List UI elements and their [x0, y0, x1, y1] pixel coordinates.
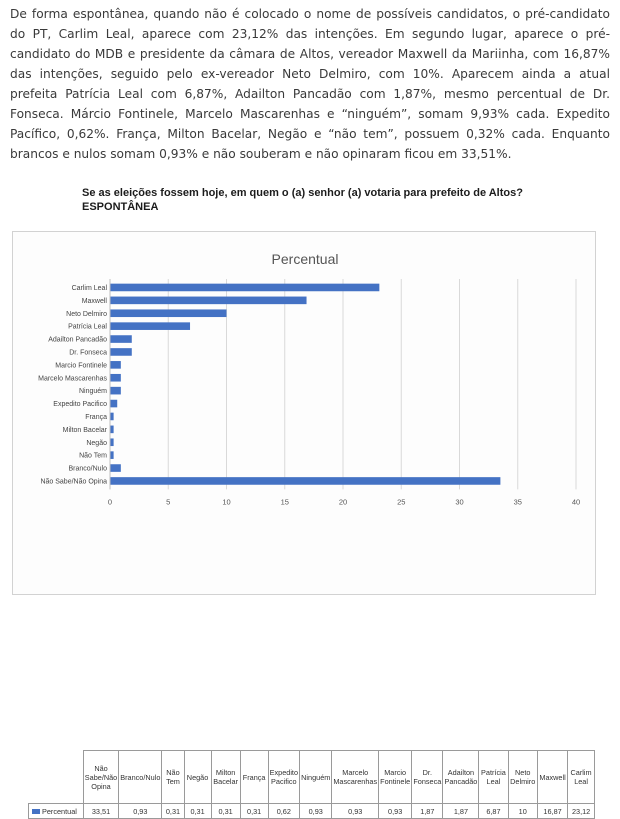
- chart-data-table: [28, 750, 595, 819]
- table-header-cell: Branco/Nulo: [119, 751, 162, 804]
- category-label: Neto Delmiro: [66, 310, 107, 318]
- table-header-cell: Milton Bacelar: [211, 751, 240, 804]
- table-header-cell: Marcelo Mascarenhas: [332, 751, 379, 804]
- article-paragraph: De forma espontânea, quando não é colocado o nome de possíveis candidatos, o pré-candidato do PT, Carlim Leal, aparece com 23,12% das intenções. Em segundo lugar, aparece o pré-candidato do MDB e presidente da câmara de Altos, vereador Maxwell da Mariinha, com 16,87% das intenções, seguido pelo ex-vereador Neto Delmiro, com 10%. Aparecem ainda a atual prefeita Patrícia Leal com 6,87%, Adailton Pancadão com 1,87%, mesmo percentual de Dr. Fonseca. Márcio Fontinele, Marcelo Mascarenhas e “ninguém”, somam 9,93% cada. Expedito Pacífico, 0,62%. França, Milton Bacelar, Negão e “não tem”, possuem 0,32% cada. Enquanto brancos e nulos somam 0,93% e não souberam e não opinaram ficou em 33,51%.: [10, 7, 610, 161]
- category-label: Negão: [86, 439, 107, 447]
- table-value-cell: 0,93: [119, 804, 162, 819]
- table-value-cell: 0,31: [211, 804, 240, 819]
- table-value-cell: 23,12: [568, 804, 595, 819]
- table-value-cell: 16,87: [537, 804, 567, 819]
- x-tick-label: 30: [455, 497, 464, 507]
- x-tick-label: 35: [513, 497, 522, 507]
- table-value-cell: 0,93: [300, 804, 332, 819]
- table-value-cell: 0,31: [240, 804, 268, 819]
- x-tick-label: 5: [166, 497, 171, 507]
- bar: [110, 400, 117, 408]
- category-label: Branco/Nulo: [68, 465, 107, 473]
- x-tick-label: 0: [107, 497, 113, 507]
- x-tick-label: 20: [338, 497, 348, 507]
- table-value-cell: 0,93: [332, 804, 379, 819]
- data-table-header-row: [29, 751, 595, 804]
- x-tick-label: 25: [397, 497, 406, 507]
- bar: [110, 413, 114, 421]
- bar: [110, 374, 121, 382]
- x-tick-label: 10: [222, 497, 231, 507]
- bar: [110, 335, 132, 343]
- table-header-cell: Não Sabe/Não Opina: [83, 751, 118, 804]
- table-header-cell: Ninguém: [300, 751, 332, 804]
- chart-question: [82, 186, 602, 214]
- category-label: Marcio Fontinele: [55, 362, 107, 370]
- chart-question-text: Se as eleições fossem hoje, em quem o (a) senhor (a) votaria para prefeito de Altos?: [82, 187, 523, 199]
- category-label: Dr. Fonseca: [69, 349, 107, 357]
- legend-key: [32, 809, 40, 814]
- legend-label: Percentual: [42, 806, 77, 816]
- table-value-cell: 0,31: [162, 804, 184, 819]
- x-tick-label: 40: [571, 497, 581, 507]
- table-header-cell: Carlim Leal: [568, 751, 595, 804]
- category-label: Marcelo Mascarenhas: [38, 375, 107, 383]
- table-value-cell: 33,51: [83, 804, 118, 819]
- table-header-cell: França: [240, 751, 268, 804]
- table-header-cell: Negão: [184, 751, 211, 804]
- bar: [110, 477, 500, 485]
- chart-title: Percentual: [271, 251, 339, 267]
- bar: [110, 284, 379, 292]
- table-value-cell: 6,87: [479, 804, 508, 819]
- table-header-cell: Dr. Fonseca: [412, 751, 443, 804]
- table-header-cell: Marcio Fontinele: [379, 751, 412, 804]
- bar: [110, 426, 114, 434]
- bar: [110, 387, 121, 395]
- category-label: Maxwell: [81, 297, 107, 305]
- bar: [110, 309, 227, 317]
- category-label: Patrícia Leal: [68, 323, 107, 331]
- category-label: França: [85, 413, 107, 421]
- bar-chart: [13, 232, 597, 596]
- table-value-cell: 0,62: [268, 804, 300, 819]
- category-label: Carlim Leal: [71, 284, 107, 292]
- chart-figure: [12, 231, 596, 816]
- category-label: Não Tem: [79, 452, 107, 460]
- category-label: Milton Bacelar: [62, 426, 107, 434]
- table-corner: [29, 751, 84, 804]
- table-value-cell: 10: [508, 804, 537, 819]
- x-tick-label: 15: [280, 497, 289, 507]
- bar: [110, 464, 121, 472]
- table-header-cell: Patrícia Leal: [479, 751, 508, 804]
- data-table-value-row: [29, 804, 595, 819]
- table-value-cell: 1,87: [443, 804, 479, 819]
- table-header-cell: Adailton Pancadão: [443, 751, 479, 804]
- table-value-cell: 0,93: [379, 804, 412, 819]
- table-value-cell: 0,31: [184, 804, 211, 819]
- table-value-cell: 1,87: [412, 804, 443, 819]
- table-series-label: [29, 804, 84, 819]
- category-label: Ninguém: [78, 388, 107, 396]
- table-header-cell: Maxwell: [537, 751, 567, 804]
- category-label: Adailton Pancadão: [48, 336, 107, 344]
- table-header-cell: Neto Delmiro: [508, 751, 537, 804]
- table-header-cell: Não Tem: [162, 751, 184, 804]
- bar: [110, 297, 307, 305]
- bar: [110, 438, 114, 446]
- bar: [110, 451, 114, 459]
- chart-question-subtitle: ESPONTÂNEA: [82, 201, 159, 213]
- bar: [110, 322, 190, 330]
- category-label: Expedito Pacifico: [53, 401, 107, 409]
- table-header-cell: Expedito Pacifico: [268, 751, 300, 804]
- bar: [110, 361, 121, 369]
- category-label: Não Sabe/Não Opina: [40, 478, 107, 486]
- bar: [110, 348, 132, 356]
